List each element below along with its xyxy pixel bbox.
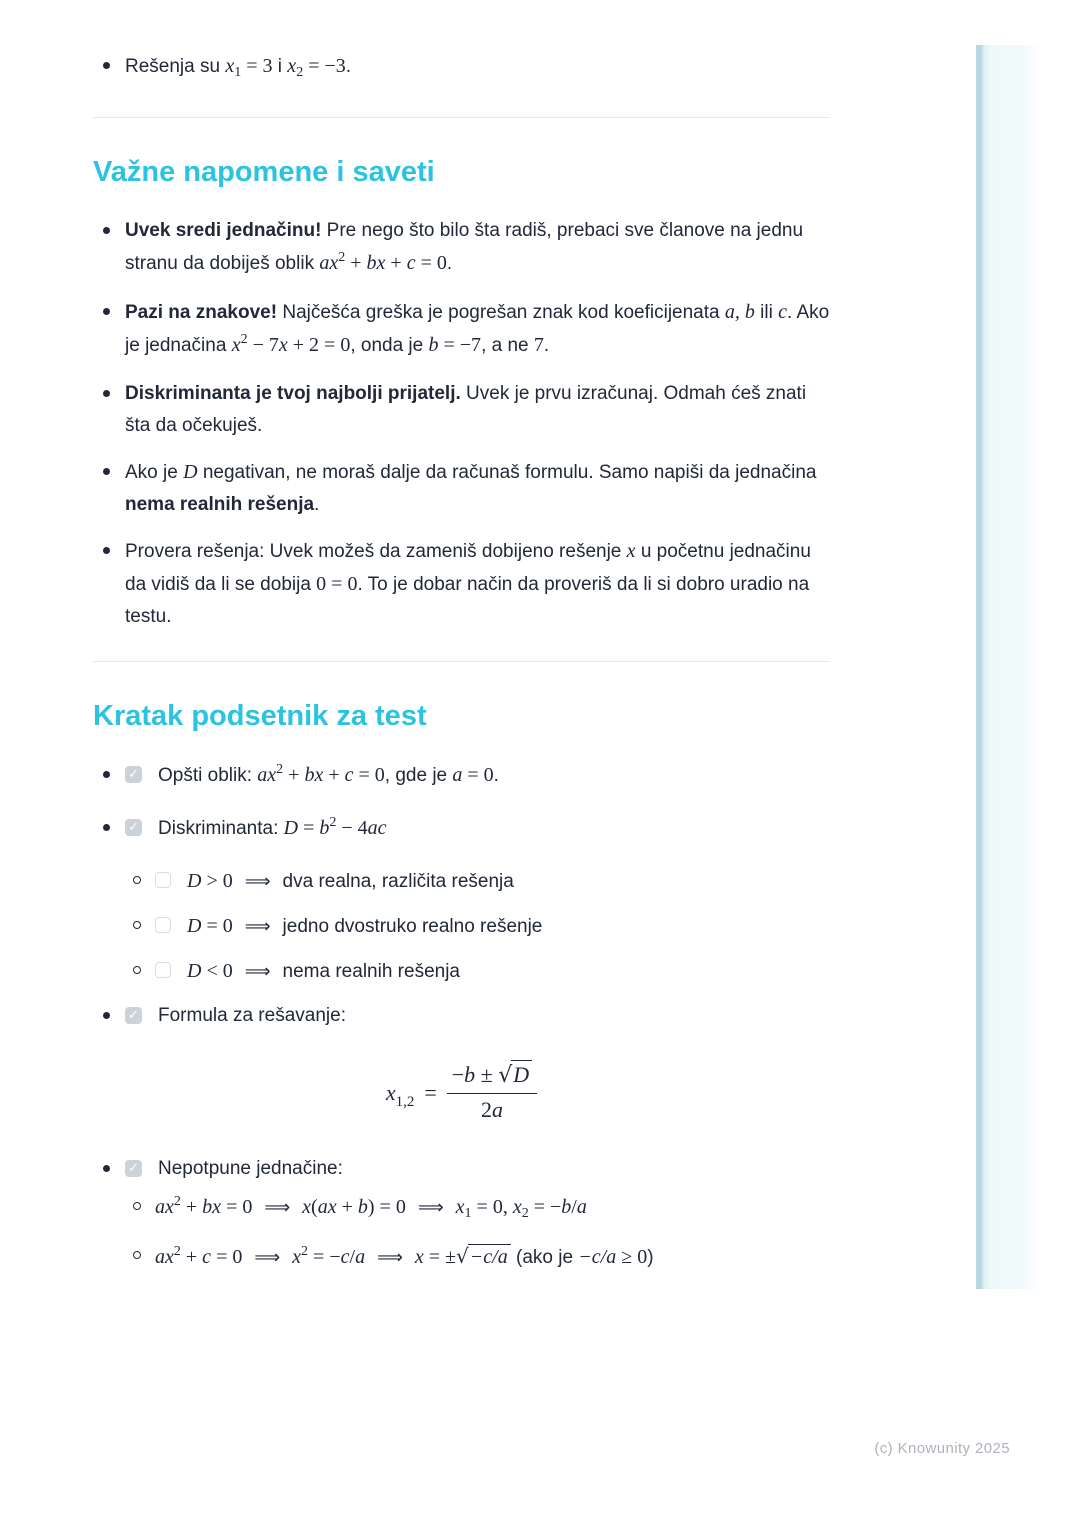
bullet-dot-icon [103,1012,110,1019]
checkbox-checked-icon[interactable] [125,1160,142,1177]
list-item-text: Uvek sredi jednačinu! Pre nego što bilo šta radiš, prebaci sve članove na jednu stranu da dobiješ oblik $ax^2$ + bx + c = 0. [125,220,804,274]
bullet-dot-icon [103,227,110,234]
implies-arrow-icon: ⟹ [264,1197,291,1218]
bullet-dot-icon [103,62,110,69]
list-item-text: Pazi na znakove! Najčešća greška je pogrešan znak kod koeficijenata a, b ili c. Ako je jednačina $x^2 - 7x + 2 = 0$, onda je b = −7, a ne 7. [125,301,830,356]
list-item [133,865,830,898]
check-mark-icon: ✓ [128,1161,139,1176]
list-item [93,1153,830,1185]
implies-arrow-icon: ⟹ [254,1247,281,1268]
list-item-text: Formula za rešavanje: [158,1005,346,1026]
implies-arrow-icon: ⟹ [244,916,271,937]
checkbox-checked-icon[interactable] [125,819,142,836]
list-item [93,296,830,364]
copyright-footer: (c) Knowunity 2025 [874,1440,1010,1457]
sqrt-expression: √−c/a [456,1246,511,1268]
list-item-text: Diskriminanta: $D = b^2 - 4ac$ [158,815,387,839]
section-title-podsetnik: Kratak podsetnik za test [93,700,427,732]
formula-denominator: 2a [447,1093,537,1123]
list-item-text: Rešenja su $x_1 = 3$ i $x_2 = -3$. [125,55,352,80]
radical-sign: √ [498,1063,513,1088]
circle-bullet-icon [133,876,141,884]
bullet-dot-icon [103,1165,110,1172]
list-item [93,759,830,794]
list-item-text: $ax^2 + c = 0$ ⟹ $x^2 = -c/a$ ⟹ x = ±√−c/a (ako je −c/a ≥ 0) [155,1244,654,1268]
list-item [93,215,830,282]
checkbox-checked-icon[interactable] [125,766,142,783]
quadratic-formula [93,1062,830,1123]
list-item [93,535,830,633]
formula-equals: = [424,1079,437,1105]
checkbox-unchecked-icon[interactable] [155,917,171,933]
section-divider [93,661,830,662]
list-item [93,456,830,521]
formula-fraction [447,1062,537,1123]
implies-arrow-icon: ⟹ [244,871,271,892]
list-item-text: Ako je D negativan, ne moraš dalje da računaš formulu. Samo napiši da jednačina nema realnih rešenja. [125,461,817,515]
checkbox-unchecked-icon[interactable] [155,872,171,888]
checkbox-checked-icon[interactable] [125,1007,142,1024]
bullet-dot-icon [103,390,110,397]
list-item-text: Opšti oblik: $ax^2$ + bx + c = 0, gde je a = 0. [158,762,499,786]
list-item [93,50,830,85]
list-item [93,1000,830,1032]
list-item [133,955,830,988]
podsetnik-checklist-top [93,759,830,1032]
bullet-dot-icon [103,824,110,831]
list-item-text: $ax^2$ + bx = 0 ⟹ x(ax + b) = 0 ⟹ $x_1 = 0$, $x_2 = -b/a$ [155,1194,587,1221]
list-item [93,812,830,847]
podsetnik-checklist-bottom [93,1153,830,1276]
document-content [93,0,830,1290]
check-mark-icon: ✓ [128,820,139,835]
bullet-dot-icon [103,468,110,475]
list-item [133,1240,830,1276]
circle-bullet-icon [133,921,141,929]
section-divider [93,117,830,118]
list-item-text: Diskriminanta je tvoj najbolji prijatelj. Uvek je prvu izračunaj. Odmah ćeš znati šta da očekuješ. [125,383,807,436]
decorative-side-bar [976,45,1040,1289]
list-item [93,378,830,442]
list-item-text: Nepotpune jednačine: [158,1158,343,1179]
circle-bullet-icon [133,1202,141,1210]
list-item-text: D < 0 ⟹ nema realnih rešenja [187,960,460,982]
intro-list [93,0,830,85]
check-mark-icon: ✓ [128,767,139,782]
circle-bullet-icon [133,966,141,974]
sqrt-expression: √D [498,1062,532,1087]
bullet-dot-icon [103,547,110,554]
implies-arrow-icon: ⟹ [377,1247,403,1268]
checkbox-unchecked-icon[interactable] [155,962,171,978]
formula-lhs: x1,2 [385,1079,415,1110]
list-item [133,1191,830,1226]
list-item-text: Provera rešenja: Uvek možeš da zameniš dobijeno rešenje x u početnu jednačinu da vidiš da li se dobija 0 = 0. To je dobar način da proveriš da li si dobro uradio na testu. [125,540,811,627]
formula-numerator: −b ± √D [447,1062,537,1093]
bullet-dot-icon [103,771,110,778]
list-item-text: D > 0 ⟹ dva realna, različita rešenja [187,870,514,892]
implies-arrow-icon: ⟹ [244,961,271,982]
list-item-text: D = 0 ⟹ jedno dvostruko realno rešenje [187,915,543,937]
implies-arrow-icon: ⟹ [417,1197,444,1218]
napomene-list [93,215,830,633]
circle-bullet-icon [133,1251,141,1259]
list-item [133,910,830,943]
bullet-dot-icon [103,308,110,315]
check-mark-icon: ✓ [128,1008,139,1023]
section-title-napomene: Važne napomene i saveti [93,156,435,188]
